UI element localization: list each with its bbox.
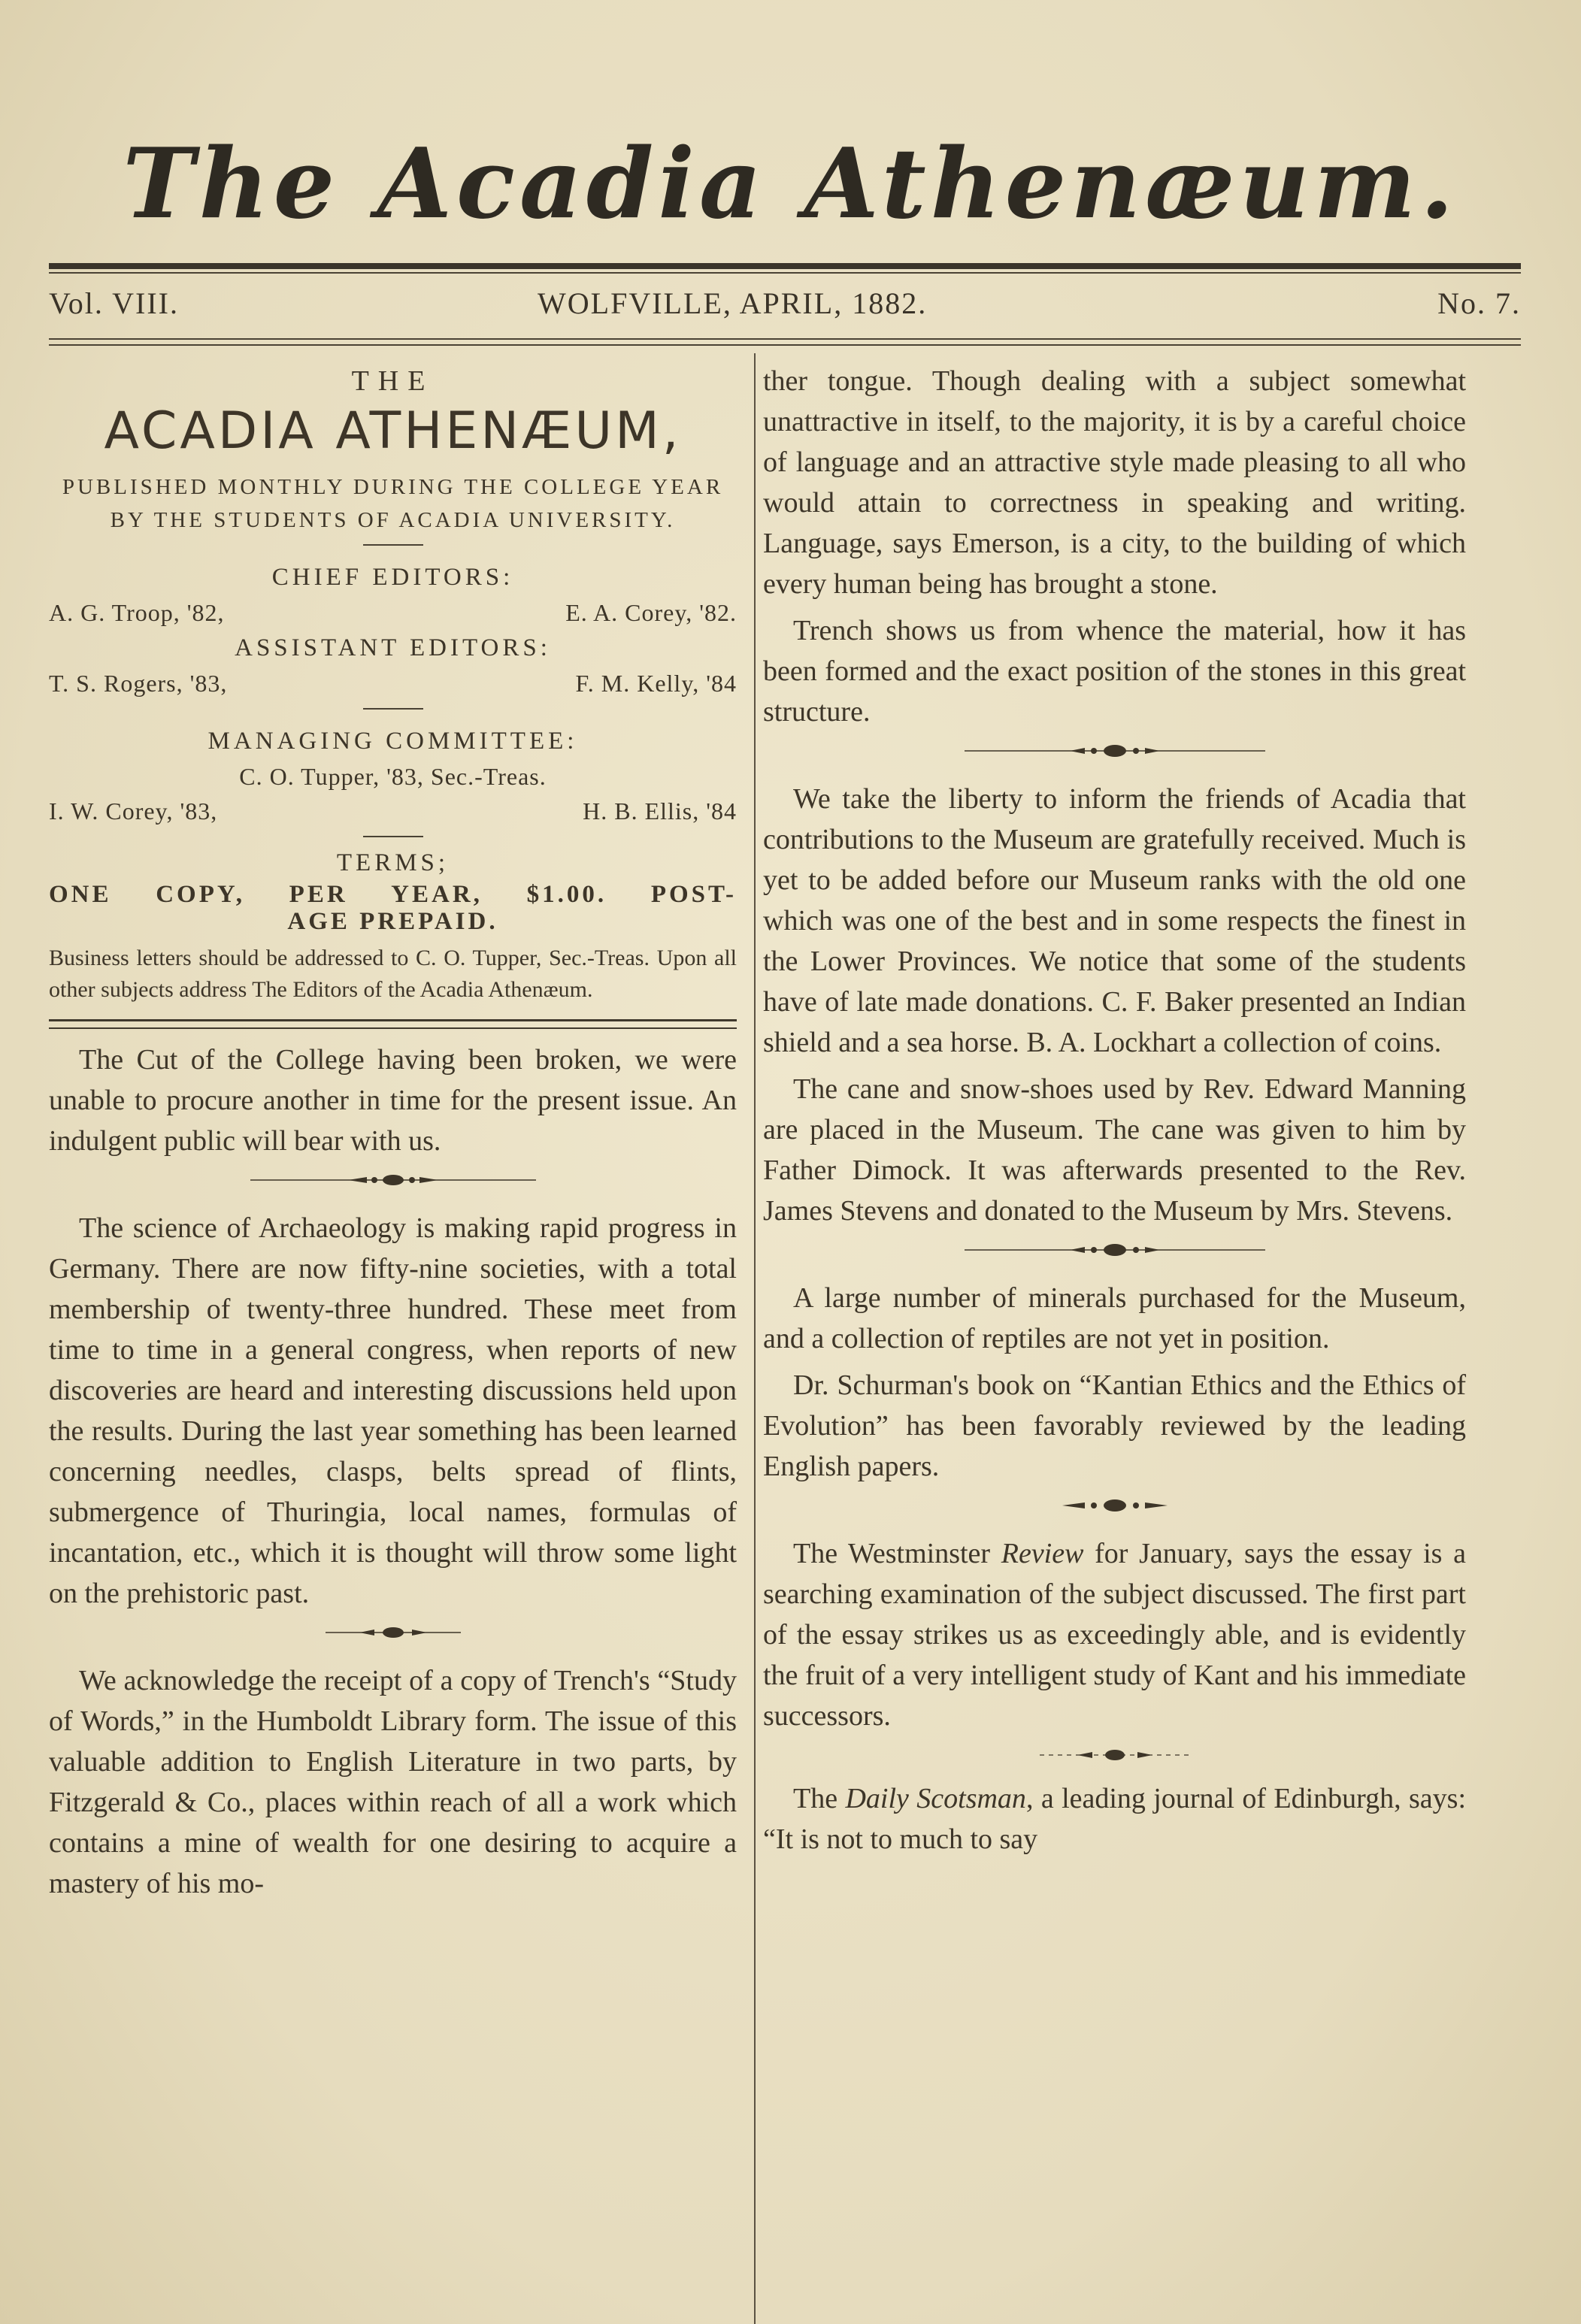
volume-label: Vol. VIII. — [49, 286, 179, 320]
ornament-divider — [763, 1742, 1466, 1768]
assistant-editor: F. M. Kelly, '84 — [575, 670, 737, 697]
terms-line-2: AGE PREPAID. — [287, 908, 498, 935]
ornament-divider — [763, 1493, 1466, 1518]
masthead-rule — [49, 263, 1521, 269]
article-paragraph: Trench shows us from whence the material, how it has been formed and the exact position of the stones in this great structure. — [763, 615, 1466, 728]
divider — [363, 708, 423, 710]
masthead-rule-thin — [49, 272, 1521, 274]
article-paragraph: A large number of minerals purchased for the Museum, and a collection of reptiles are not yet in position. — [763, 1282, 1466, 1354]
left-column — [49, 361, 737, 1910]
article-paragraph: ther tongue. Though dealing with a subject somewhat unattractive in itself, to the majority, it is by a careful choice of language and an attractive style made pleasing to all who would attain to correctness in speaking and writing. Language, says Emerson, is a city, to the building of which every human being has brought a stone. — [763, 365, 1466, 600]
publisher-box — [49, 361, 737, 1006]
article-paragraph: The Cut of the College having been broken, we were unable to procure another in time for the present issue. An indulgent public will bear with us. — [49, 1044, 737, 1157]
ornament-divider — [49, 1620, 737, 1645]
ornament-divider — [763, 738, 1466, 764]
masthead — [45, 113, 1536, 241]
dateline-rule-top — [49, 338, 1521, 340]
divider — [363, 544, 423, 546]
committee-member: H. B. Ellis, '84 — [583, 797, 737, 825]
chief-editor: A. G. Troop, '82, — [49, 599, 225, 626]
publisher-name: ACADIA ATHENÆUM, — [104, 401, 682, 461]
text-run: The Westminster — [793, 1538, 1001, 1569]
assistant-editors — [49, 666, 737, 701]
dateline — [49, 286, 1521, 331]
committee-member: I. W. Corey, '83, — [49, 797, 218, 825]
assistant-editors-label: ASSISTANT EDITORS: — [235, 634, 551, 661]
newspaper-title: The Acadia Athenæum. — [123, 128, 1458, 241]
dateline-rule-bottom — [49, 344, 1521, 346]
issue-number: No. 7. — [1437, 286, 1521, 320]
column-divider — [754, 353, 756, 2324]
ornament-divider — [49, 1167, 737, 1193]
article-paragraph: We take the liberty to inform the friends of Acadia that contributions to the Museum are gratefully received. Much is yet to be added before our Museum ranks with the old one which was one of the best and in some respects the finest in the Lower Provinces. We notice that some of the students have of late made donations. C. F. Baker presented an Indian shield and a sea horse. B. A. Lockhart a collection of coins. — [763, 783, 1466, 1058]
article-paragraph: Dr. Schurman's book on “Kantian Ethics and the Ethics of Evolution” has been favorably reviewed by the leading English papers. — [763, 1369, 1466, 1482]
article-paragraph — [763, 1533, 1466, 1736]
published-line: PUBLISHED MONTHLY DURING THE COLLEGE YEAR BY THE STUDENTS OF ACADIA UNIVERSITY. — [62, 475, 724, 532]
box-bottom-rule — [49, 1019, 737, 1029]
article-paragraph — [763, 1778, 1466, 1860]
text-run: The — [793, 1783, 846, 1814]
chief-editor: E. A. Corey, '82. — [565, 599, 737, 626]
divider — [363, 836, 423, 837]
publisher-the: THE — [351, 365, 435, 397]
business-note: Business letters should be addressed to C. O. Tupper, Sec.-Treas. Upon all other subjects address The Editors of the Acadia Athenæum. — [49, 946, 737, 1002]
committee-label: MANAGING COMMITTEE: — [207, 728, 578, 755]
text-run: , a leading journal of Edinburgh, says: “It is not to much to say — [763, 1783, 1466, 1855]
committee-members — [49, 794, 737, 828]
publication-name: Review — [1001, 1538, 1084, 1569]
article-paragraph: The science of Archaeology is making rapid progress in Germany. There are now fifty-nine societies, with a total membership of twenty-three hundred. These meet from time to time in a general congress, when reports of new discoveries are heard and interesting discussions held upon the results. During the last year something has been learned concerning needles, clasps, belts spread of flints, submergence of Thuringia, local names, formulas of incantation, etc., which it is thought will throw some light on the prehistoric past. — [49, 1212, 737, 1609]
ornament-divider — [763, 1237, 1466, 1263]
publication-name: Daily Scotsman — [845, 1783, 1026, 1814]
chief-editors-label: CHIEF EDITORS: — [271, 564, 514, 591]
right-column — [763, 361, 1466, 1866]
article-paragraph: We acknowledge the receipt of a copy of Trench's “Study of Words,” in the Humboldt Library form. The issue of this valuable addition to English Literature in two parts, by Fitzgerald & Co., places within reach of all a work which contains a mine of wealth for one desiring to acquire a mastery of his mo- — [49, 1665, 737, 1899]
terms-line-1: ONE COPY, PER YEAR, $1.00. POST- — [49, 881, 737, 908]
article-paragraph: The cane and snow-shoes used by Rev. Edward Manning are placed in the Museum. The cane was given to him by Father Dimock. It was afterwards presented to the Rev. James Stevens and donated to the Museum by Mrs. Stevens. — [763, 1073, 1466, 1227]
text-run: for January, says the essay is a searching examination of the subject discussed. The first part of the essay strikes us as exceedingly able, and is evidently the fruit of a very intelligent study of Kant and his immediate successors. — [763, 1538, 1466, 1732]
chief-editors — [49, 595, 737, 630]
place-date: WOLFVILLE, APRIL, 1882. — [538, 286, 928, 320]
assistant-editor: T. S. Rogers, '83, — [49, 670, 228, 697]
committee-secretary: C. O. Tupper, '83, Sec.-Treas. — [239, 763, 547, 790]
terms-label: TERMS; — [336, 849, 450, 876]
